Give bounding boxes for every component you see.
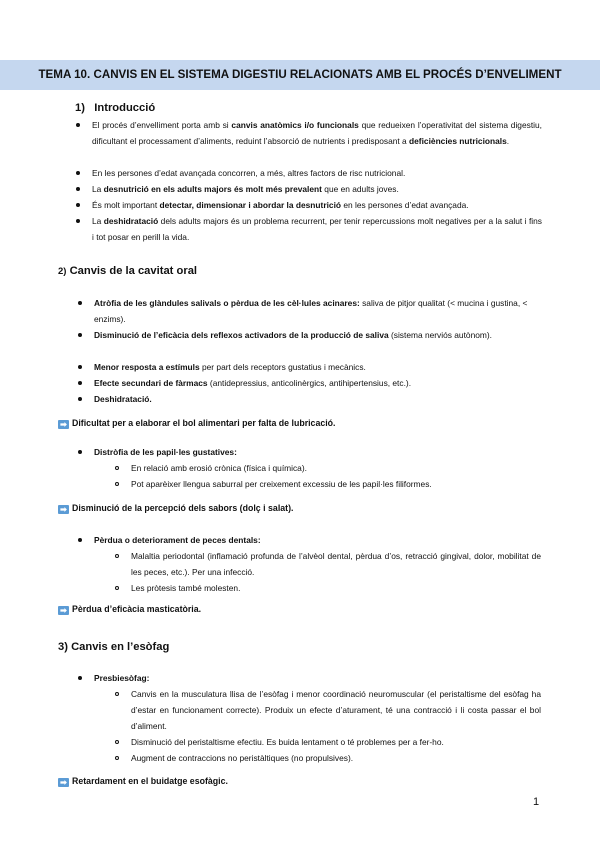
sublist-item: Disminució del peristaltisme efectiu. Es buida lentament o té problemes per a fer-ho. — [131, 737, 444, 747]
circle-bullet-icon — [115, 482, 119, 486]
arrow-right-icon: ➡ — [58, 606, 69, 615]
bullet-icon — [76, 219, 80, 223]
bullet-icon — [78, 333, 82, 337]
sublist-label: Pèrdua o deteriorament de peces dentals: — [94, 535, 261, 545]
arrow-right-icon: ➡ — [58, 778, 69, 787]
circle-bullet-icon — [115, 740, 119, 744]
bullet-icon — [78, 365, 82, 369]
bullet-icon — [76, 187, 80, 191]
bullet-icon — [78, 676, 82, 680]
section-2-heading — [58, 265, 197, 277]
bullet-icon — [76, 123, 80, 127]
circle-bullet-icon — [115, 756, 119, 760]
list-item: La desnutrició en els adults majors és molt més prevalent que en adults joves. — [92, 184, 399, 194]
result-line: ➡ Dificultat per a elaborar el bol alimentari per falta de lubricació. — [58, 418, 336, 429]
bullet-icon — [76, 171, 80, 175]
sublist-label: Presbiesòfag: — [94, 673, 150, 683]
circle-bullet-icon — [115, 692, 119, 696]
sublist-item: Augment de contraccions no peristàltiques (no propulsives). — [131, 753, 354, 763]
bullet-icon — [78, 450, 82, 454]
arrow-right-icon: ➡ — [58, 505, 69, 514]
section-1-heading — [75, 102, 155, 114]
sublist-item: Pot aparèixer llengua saburral per creixement excessiu de les papil·les filiformes. — [131, 479, 432, 489]
section-2-number: 2) — [58, 266, 67, 277]
page-number: 1 — [533, 796, 540, 808]
sublist-item: En relació amb erosió crònica (física i química). — [131, 463, 307, 473]
list-item: Deshidratació. — [94, 394, 152, 404]
section-3-heading — [58, 641, 169, 653]
list-item: És molt important detectar, dimensionar i abordar la desnutrició en les persones d’edat avançada. — [92, 200, 469, 210]
section-1-number: 1) — [75, 102, 85, 114]
list-item: Efecte secundari de fàrmacs (antidepressius, anticolinèrgics, antihipertensius, etc.). — [94, 378, 412, 388]
circle-bullet-icon — [115, 586, 119, 590]
section-1-title: Introducció — [94, 102, 156, 114]
result-line: ➡ Disminució de la percepció dels sabors (dolç i salat). — [58, 503, 293, 514]
sublist-item: Canvis en la musculatura llisa de l’esòfag i menor coordinació neuromuscular (el peristaltisme del esòfag ha d’estar en funcionament correcte). Produix un efecte d’aturament, té una contracció i li costa passar el bol d’aliment. — [131, 689, 541, 731]
circle-bullet-icon — [115, 466, 119, 470]
list-item: En les persones d’edat avançada concorren, a més, altres factors de risc nutricional. — [92, 168, 406, 178]
arrow-right-icon: ➡ — [58, 420, 69, 429]
result-line: ➡ Pèrdua d’eficàcia masticatòria. — [58, 604, 201, 615]
list-item: El procés d’envelliment porta amb si canvis anatòmics i/o funcionals que redueixen l’operativitat del sistema digestiu, dificultant el processament d’aliments, reduint l’absorció de nutrients i predisposant a deficiències nutricionals. — [92, 120, 542, 146]
list-item: Atròfia de les glàndules salivals o pèrdua de les cèl·lules acinares: saliva de pitjor qualitat (< mucina i gustina, < enzims). — [94, 298, 528, 324]
section-3-number: 3) — [58, 641, 68, 653]
sublist-item: Les pròtesis també molesten. — [131, 583, 241, 593]
list-item: Menor resposta a estímuls per part dels receptors gustatius i mecànics. — [94, 362, 366, 372]
page-title: TEMA 10. CANVIS EN EL SISTEMA DIGESTIU RELACIONATS AMB EL PROCÉS D’ENVELIMENT — [38, 68, 562, 81]
list-item: La deshidratació dels adults majors és un problema recurrent, per tenir repercussions molt negatives per a la salut i fins i tot posar en perill la vida. — [92, 216, 542, 242]
bullet-icon — [76, 203, 80, 207]
section-3-title: Canvis en l’esòfag — [71, 641, 170, 653]
result-line: ➡ Retardament en el buidatge esofàgic. — [58, 776, 228, 787]
sublist-label: Distròfia de les papil·les gustatives: — [94, 447, 237, 457]
section-2-title: Canvis de la cavitat oral — [69, 265, 198, 277]
list-item: Disminució de l’eficàcia dels reflexos activadors de la producció de saliva (sistema nerviós autònom). — [94, 330, 492, 340]
bullet-icon — [78, 381, 82, 385]
bullet-icon — [78, 538, 82, 542]
sublist-item: Malaltia periodontal (inflamació profunda de l’alvèol dental, pèrdua d’os, retracció gingival, dolor, mobilitat de les peces, etc.). Per una infecció. — [131, 551, 541, 577]
circle-bullet-icon — [115, 554, 119, 558]
bullet-icon — [78, 301, 82, 305]
bullet-icon — [78, 397, 82, 401]
